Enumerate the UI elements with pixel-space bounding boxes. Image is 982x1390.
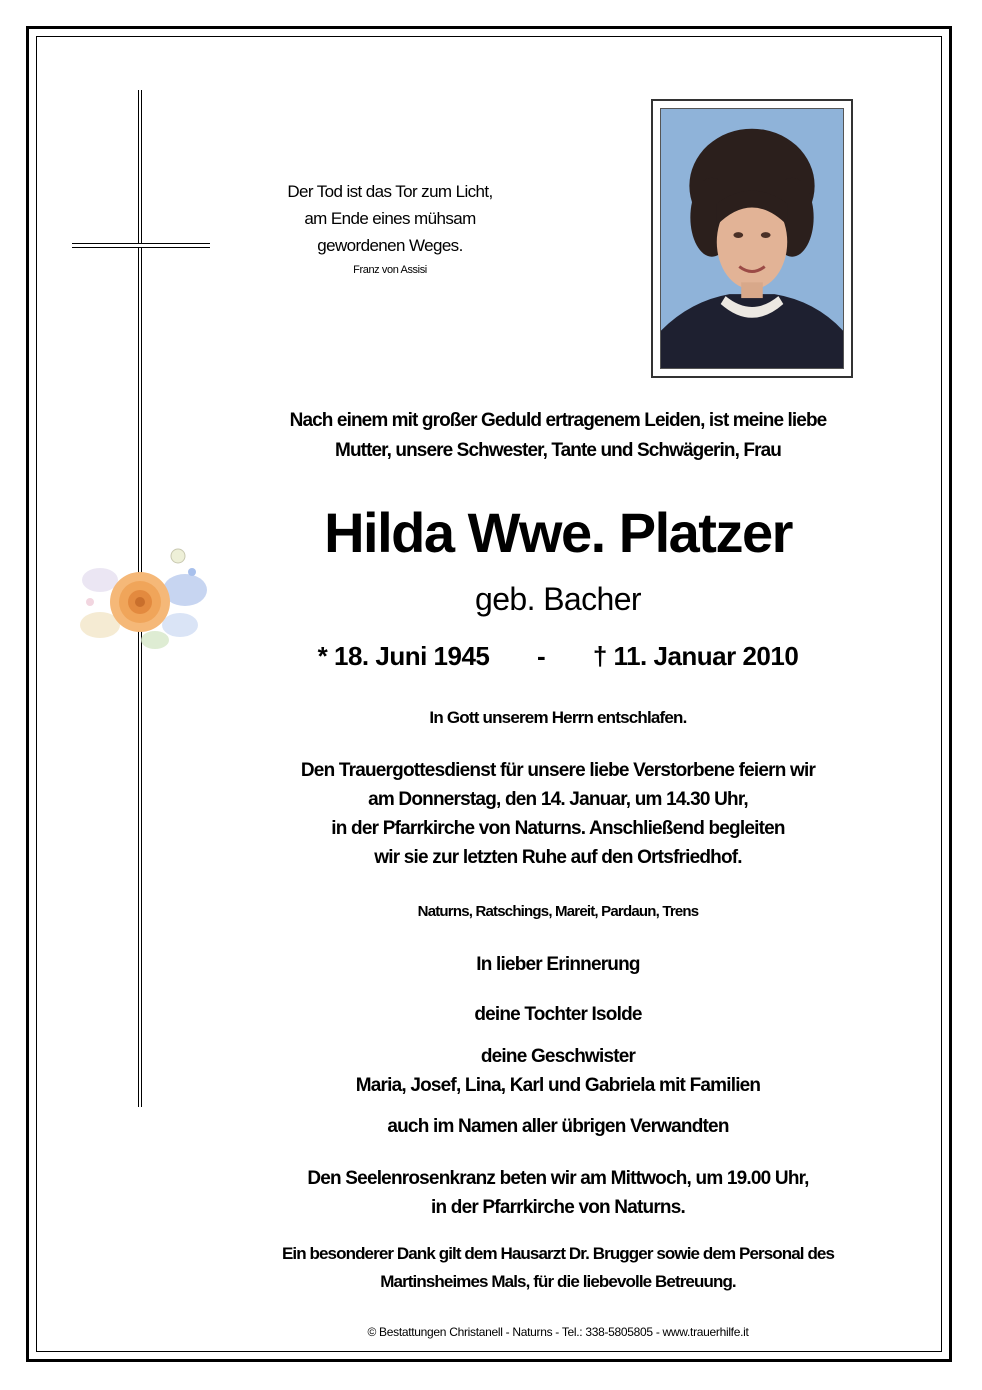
portrait-image [660, 108, 844, 369]
funeral-service-text [200, 756, 916, 872]
quote [240, 178, 540, 259]
rosary-text [200, 1164, 916, 1222]
intro-text [200, 406, 916, 466]
portrait-photo [651, 99, 853, 378]
rosary-line: in der Pfarrkirche von Naturns. [431, 1197, 685, 1218]
siblings-text [200, 1042, 916, 1100]
thanks-text [180, 1240, 936, 1296]
rose-flower-icon [60, 540, 222, 660]
thanks-line: Ein besonderer Dank gilt dem Hausarzt Dr. Brugger sowie dem Personal des [281, 1244, 835, 1263]
quote-line: am Ende eines mühsam [304, 209, 476, 228]
date-separator: - [537, 641, 546, 671]
siblings-names: Maria, Josef, Lina, Karl und Gabriela mit Familien [355, 1075, 761, 1096]
birth-date: * 18. Juni 1945 [317, 641, 490, 671]
thanks-line: Martinsheimes Mals, für die liebevolle Betreuung. [380, 1272, 736, 1291]
death-date: † 11. Januar 2010 [592, 641, 799, 671]
daughter-text: deine Tochter Isolde [474, 1004, 642, 1025]
maiden-name: geb. Bacher [475, 581, 641, 617]
rosary-line: Den Seelenrosenkranz beten wir am Mittwoch, um 19.00 Uhr, [307, 1168, 809, 1189]
service-line: in der Pfarrkirche von Naturns. Anschließend begleiten [331, 818, 785, 839]
cross-horizontal-bar [72, 243, 210, 248]
relatives-text: auch im Namen aller übrigen Verwandten [387, 1116, 729, 1137]
service-line: Den Trauergottesdienst für unsere liebe Verstorbene feiern wir [300, 760, 816, 781]
quote-line: Der Tod ist das Tor zum Licht, [287, 182, 493, 201]
deceased-name: Hilda Wwe. Platzer [324, 501, 792, 564]
passed-away-text: In Gott unserem Herrn entschlafen. [429, 708, 687, 727]
service-line: am Donnerstag, den 14. Januar, um 14.30 Uhr, [368, 789, 748, 810]
intro-line: Mutter, unsere Schwester, Tante und Schwägerin, Frau [335, 440, 781, 461]
intro-line: Nach einem mit großer Geduld ertragenem Leiden, ist meine liebe [289, 410, 827, 431]
life-dates [200, 636, 916, 676]
quote-line: gewordenen Weges. [317, 236, 463, 255]
places-list: Naturns, Ratschings, Mareit, Pardaun, Trens [417, 903, 699, 920]
siblings-label: deine Geschwister [480, 1046, 636, 1067]
quote-author: Franz von Assisi [353, 264, 427, 276]
memory-text: In lieber Erinnerung [476, 954, 640, 975]
footer-credit: © Bestattungen Christanell - Naturns - Tel.: 338-5805805 - www.trauerhilfe.it [367, 1325, 749, 1339]
service-line: wir sie zur letzten Ruhe auf den Ortsfriedhof. [374, 847, 742, 868]
